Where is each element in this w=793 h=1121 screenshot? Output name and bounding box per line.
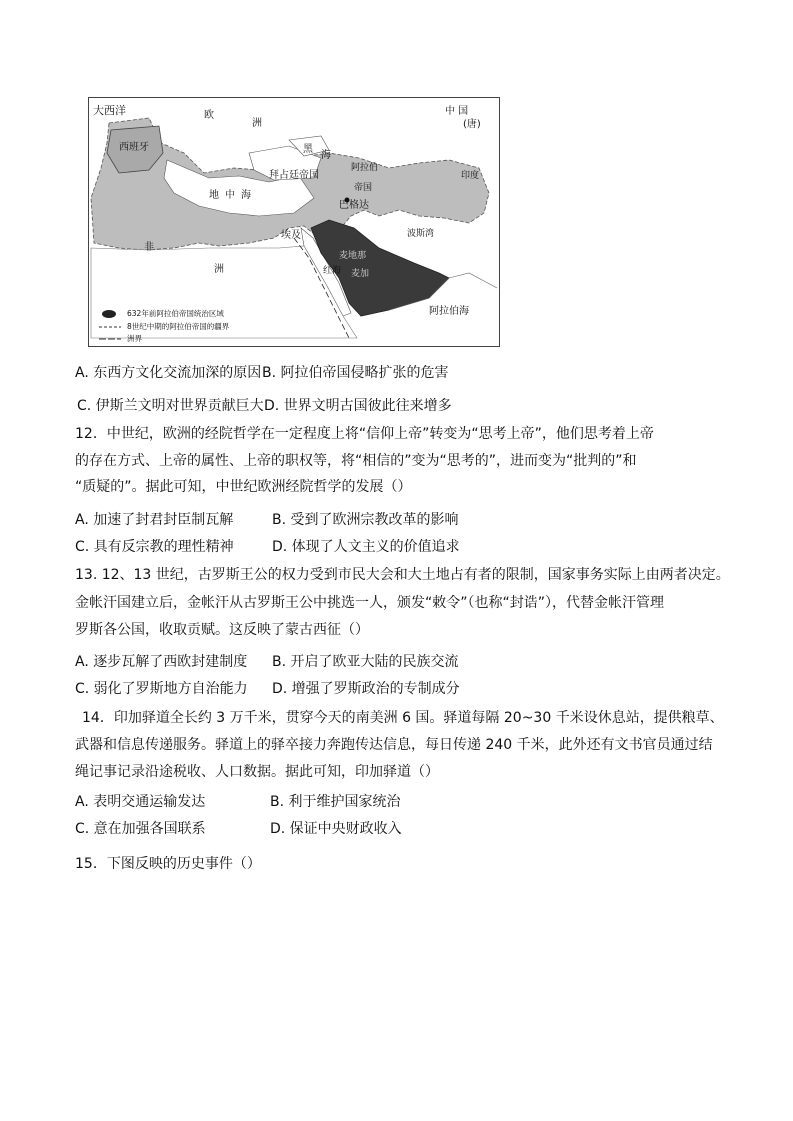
label-arab: 阿拉伯 [351,163,379,173]
q13-stem-line-1: 13. 12、13 世纪，古罗斯王公的权力受到市民大会和大土地占有者的限制，国家事务实际上由两者决定。 [75,567,730,583]
label-black: 黑 [303,144,313,155]
label-baghdad: 巴格达 [339,200,369,211]
legend-dark-symbol [102,310,116,318]
q12-option-b: B. 受到了欧洲宗教改革的影响 [272,512,459,528]
legend-item-2: 8世纪中期的阿拉伯帝国的疆界 [127,322,230,331]
label-arabian-sea: 阿拉伯海 [429,306,469,317]
label-egypt: 埃及 [281,230,301,241]
legend-item-1: 632年前阿拉伯帝国统治区域 [127,309,224,318]
q14-stem-line-3: 绳记事记录沿途税收、人口数据。据此可知，印加驿道（） [75,764,439,780]
label-china: 中 国 [445,106,469,117]
q14-option-a: A. 表明交通运输发达 [75,794,206,810]
label-mecca: 麦加 [351,269,370,279]
q13-stem-line-3: 罗斯各公国，收取贡赋。这反映了蒙古西征（） [75,622,369,638]
q14-stem-line-2: 武器和信息传递服务。驿道上的驿卒接力奔跑传达信息，每日传递 240 千米，此外还有文书官员通过结 [75,737,713,753]
q14-option-b: B. 利于维护国家统治 [270,794,401,810]
legend-item-3: 洲界 [127,334,142,343]
q13-option-d: D. 增强了罗斯政治的专制成分 [272,681,460,697]
label-tang: (唐) [463,119,481,130]
q14-stem-line-1: 14．印加驿道全长约 3 万千米，贯穿今天的南美洲 6 国。驿道每隔 20~30 千米设休息站，提供粮草、 [82,710,724,726]
label-byzantine: 拜占廷帝国 [269,170,319,181]
q11-option-d: D. 世界文明古国彼此往来增多 [264,398,452,414]
q13-option-a: A. 逐步瓦解了西欧封建制度 [75,654,248,670]
label-india: 印度 [461,171,480,181]
label-atlantic: 大西洋 [93,104,126,117]
label-red-sea: 红海 [323,266,342,276]
q12-stem-line-3: “质疑的”。据此可知，中世纪欧洲经院哲学的发展（） [75,479,412,495]
label-persian-gulf: 波斯湾 [407,229,435,239]
q15-stem-line-1: 15．下图反映的历史事件（） [75,856,261,872]
label-empire: 帝国 [354,183,373,193]
q12-stem-line-1: 12．中世纪，欧洲的经院哲学在一定程度上将“信仰上帝”转变为“思考上帝”，他们思考着上帝 [75,426,654,442]
label-medina: 麦地那 [339,251,367,261]
label-europe-2: 洲 [252,118,262,129]
historical-map [88,97,500,347]
q14-option-c: C. 意在加强各国联系 [75,821,206,837]
label-spain: 西班牙 [119,142,149,153]
q11-option-b: B. 阿拉伯帝国侵略扩张的危害 [262,365,449,381]
q12-option-a: A. 加速了封君封臣制瓦解 [75,512,234,528]
q12-option-c: C. 具有反宗教的理性精神 [75,539,234,555]
q12-option-d: D. 体现了人文主义的价值追求 [272,539,460,555]
label-africa-1: 非 [144,242,154,253]
label-africa-2: 洲 [214,264,224,275]
q14-option-d: D. 保证中央财政收入 [270,821,402,837]
q12-stem-line-2: 的存在方式、上帝的属性、上帝的职权等，将“相信的”变为“思考的”，进而变为“批判的”和 [75,453,637,469]
q13-option-b: B. 开启了欧亚大陆的民族交流 [272,654,459,670]
label-black-sea: 海 [321,150,331,161]
q11-option-c: C. 伊斯兰文明对世界贡献巨大 [77,398,264,414]
q11-option-a: A. 东西方文化交流加深的原因 [75,365,262,381]
q13-stem-line-2: 金帐汗国建立后，金帐汗从古罗斯王公中挑选一人，颁发“敕令”（也称“封诰”），代替金帐汗管理 [75,595,665,611]
label-europe-1: 欧 [204,110,214,121]
q13-option-c: C. 弱化了罗斯地方自治能力 [75,681,248,697]
label-mediterranean: 地中海 [209,190,257,201]
